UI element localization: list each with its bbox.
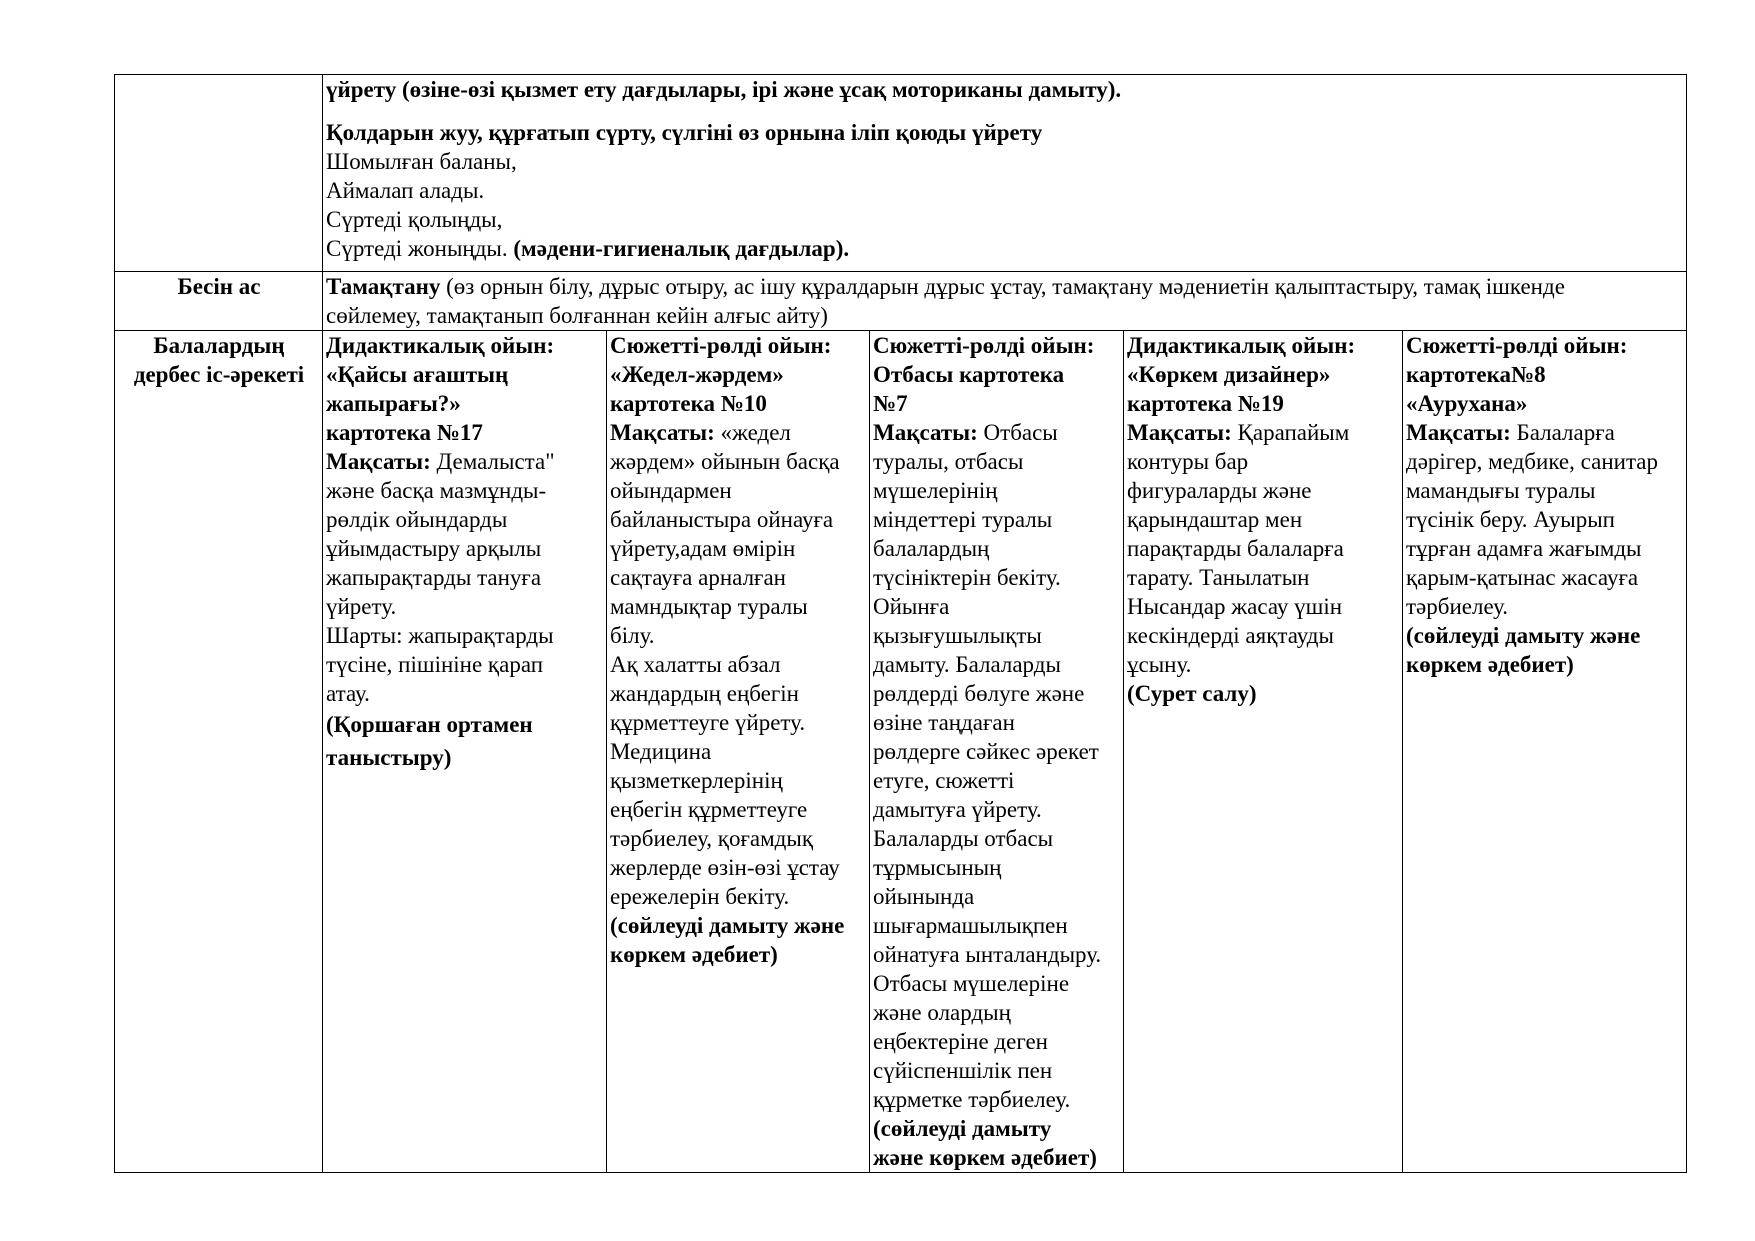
aim-text: ойынында	[873, 884, 975, 909]
row-label-cell	[115, 75, 323, 272]
aim-text: фигураларды және	[1127, 478, 1312, 503]
row-label: Бесін ас	[177, 274, 261, 299]
activity-title: «Көркем дизайнер»	[1127, 362, 1331, 387]
aim-text: Ойынға	[873, 594, 950, 619]
poem-line: Шомылған баланы,	[326, 149, 517, 174]
activity-title: картотека№8	[1406, 362, 1546, 387]
aim-text: құрметке тәрбиелеу.	[873, 1087, 1071, 1112]
activity-title: Дидактикалық ойын:	[326, 333, 555, 358]
activity-title: картотека №10	[610, 391, 767, 416]
aim-text: туралы, отбасы	[873, 449, 1024, 474]
aim-text: тұрған адамға жағымды	[1406, 536, 1642, 561]
aim-text: дамытуға үйрету.	[873, 797, 1042, 822]
meal-heading: Тамақтану	[326, 274, 441, 299]
aim-text: дәрігер, медбике, санитар	[1406, 449, 1658, 474]
area-label: және көркем әдебиет)	[873, 1145, 1097, 1170]
self-care-cell	[323, 75, 1687, 272]
aim-text: қарым-қатынас жасауға	[1406, 565, 1639, 590]
area-label: (сөйлеуді дамыту және	[610, 913, 845, 938]
aim-text: үйрету,адам өмірін	[610, 536, 796, 561]
aim-line	[326, 447, 604, 476]
aim-text: Ақ халатты абзал	[610, 652, 781, 677]
skill-area-label: (мәдени-гигиеналық дағдылар).	[513, 236, 850, 261]
aim-text: Демалыста"	[430, 449, 555, 474]
aim-text: түсінік беру. Ауырып	[1406, 507, 1615, 532]
activity-title: Сюжетті-рөлді ойын:	[1406, 333, 1628, 358]
area-label: көркем әдебиет)	[1406, 652, 1574, 677]
aim-text: ұсыну.	[1127, 652, 1192, 677]
table-row	[115, 75, 1687, 272]
row-label-cell	[115, 272, 323, 331]
aim-text: ережелерін бекіту.	[610, 884, 790, 909]
aim-text: қызығушылықты	[873, 623, 1042, 648]
aim-text: ойнатуға ынталандыру.	[873, 942, 1102, 967]
aim-text: сақтауға арналған	[610, 565, 786, 590]
meal-line	[326, 272, 1684, 301]
aim-text: Медицина	[610, 739, 712, 764]
aim-text: өзіне таңдаған	[873, 710, 1015, 735]
activity-cell	[1403, 331, 1687, 1173]
aim-text: Балаларға	[1510, 420, 1615, 445]
activity-title: Отбасы картотека	[873, 362, 1065, 387]
poem-last-line	[326, 234, 1684, 263]
activity-title: «Қайсы ағаштың	[326, 362, 509, 387]
activity-title: жапырағы?»	[326, 391, 461, 416]
aim-line	[873, 418, 1121, 447]
activity-cell	[870, 331, 1124, 1173]
activity-cell	[1124, 331, 1403, 1173]
aim-text: атау.	[326, 681, 370, 706]
aim-text: мамндықтар туралы	[610, 594, 808, 619]
handwash-heading: Қолдарын жуу, құрғатып сүрту, сүлгіні өз орнына іліп қоюды үйрету	[326, 120, 1043, 145]
aim-text: рөлдерді бөлуге және	[873, 681, 1085, 706]
aim-text: жерлерде өзін-өзі ұстау	[610, 855, 840, 880]
aim-text: жандардың еңбегін	[610, 681, 799, 706]
aim-text: «жедел	[714, 420, 791, 445]
meal-text: (өз орнын білу, дұрыс отыру, ас ішу құралдарын дұрыс ұстау, тамақтану мәдениетін қалыптастыру, тамақ ішкенде	[440, 274, 1565, 299]
aim-text: контуры бар	[1127, 449, 1249, 474]
aim-label: Мақсаты:	[1406, 420, 1511, 445]
aim-text: Отбасы мүшелеріне	[873, 971, 1070, 996]
activity-cell	[323, 331, 607, 1173]
activity-title: Сюжетті-рөлді ойын:	[610, 333, 832, 358]
poem-line: Сүртеді қолыңды,	[326, 207, 503, 232]
aim-text: тарату. Танылатын	[1127, 565, 1310, 590]
aim-label: Мақсаты:	[873, 420, 978, 445]
area-label: (сөйлеуді дамыту және	[1406, 623, 1641, 648]
aim-text: жапырақтарды тануға	[326, 565, 542, 590]
area-label: (сөйлеуді дамыту	[873, 1116, 1052, 1141]
aim-text: Нысандар жасау үшін	[1127, 594, 1343, 619]
aim-text: балалардың	[873, 536, 990, 561]
aim-label: Мақсаты:	[1127, 420, 1232, 445]
aim-text: еңбектеріне деген	[873, 1029, 1048, 1054]
aim-text: қызметкерлерінің	[610, 768, 783, 793]
aim-text: және олардың	[873, 1000, 1011, 1025]
aim-text: міндеттері туралы	[873, 507, 1053, 532]
activity-title: картотека №17	[326, 420, 483, 445]
aim-text: кескіндерді аяқтауды	[1127, 623, 1334, 648]
aim-text: ұйымдастыру арқылы	[326, 536, 542, 561]
aim-line	[610, 418, 867, 447]
aim-text: және басқа мазмұнды-	[326, 478, 547, 503]
aim-text: дамыту. Балаларды	[873, 652, 1061, 677]
aim-text: тұрмысының	[873, 855, 1002, 880]
aim-text: Балаларды отбасы	[873, 826, 1054, 851]
schedule-table	[114, 74, 1687, 1173]
aim-text: еңбегін құрметтеуге	[610, 797, 808, 822]
activity-title: Дидактикалық ойын:	[1127, 333, 1356, 358]
aim-text: парақтарды балаларға	[1127, 536, 1344, 561]
aim-text: рөлдік ойындарды	[326, 507, 508, 532]
area-label: көркем әдебиет)	[610, 942, 778, 967]
meal-text: сөйлемеу, тамақтанып болғаннан кейін алғыс айту)	[326, 303, 828, 328]
activity-title: «Аурухана»	[1406, 391, 1528, 416]
aim-text: тәрбиелеу.	[1406, 594, 1509, 619]
table-row	[115, 272, 1687, 331]
aim-line	[1127, 418, 1400, 447]
poem-line-text: Сүртеді жоныңды.	[326, 236, 514, 261]
activity-title: Сюжетті-рөлді ойын:	[873, 333, 1095, 358]
aim-line	[1406, 418, 1684, 447]
activity-title: №7	[873, 391, 908, 416]
area-label: (Сурет салу)	[1127, 681, 1257, 706]
activity-cell	[607, 331, 870, 1173]
row-label: Балалардың	[153, 333, 285, 358]
aim-text: мүшелерінің	[873, 478, 998, 503]
aim-text: тәрбиелеу, қоғамдық	[610, 826, 813, 851]
poem-line: Аймалап алады.	[326, 178, 485, 203]
aim-text: білу.	[610, 623, 655, 648]
aim-text: шығармашылықпен	[873, 913, 1068, 938]
aim-text: рөлдерге сәйкес әрекет	[873, 739, 1099, 764]
aim-text: түсіне, пішініне қарап	[326, 652, 544, 677]
aim-label: Мақсаты:	[610, 420, 715, 445]
meal-cell	[323, 272, 1687, 331]
row-label-cell	[115, 331, 323, 1173]
aim-text: етуге, сюжетті	[873, 768, 1015, 793]
aim-text: қарындаштар мен	[1127, 507, 1303, 532]
aim-text: жәрдем» ойынын басқа	[610, 449, 840, 474]
aim-text: үйрету.	[326, 594, 397, 619]
aim-text: Шарты: жапырақтарды	[326, 623, 554, 648]
area-label: таныстыру)	[326, 745, 452, 770]
row-label: дербес іс-әрекеті	[133, 362, 305, 387]
area-label: (Қоршаған ортамен	[326, 712, 533, 737]
self-care-heading: үйрету (өзіне-өзі қызмет ету дағдылары, ірі және ұсақ моториканы дамыту).	[326, 77, 1122, 102]
aim-text: сүйіспеншілік пен	[873, 1058, 1053, 1083]
aim-text: құрметтеуге үйрету.	[610, 710, 806, 735]
aim-text: мамандығы туралы	[1406, 478, 1596, 503]
aim-text: түсініктерін бекіту.	[873, 565, 1061, 590]
table-row	[115, 331, 1687, 1173]
activity-title: «Жедел-жәрдем»	[610, 362, 784, 387]
aim-text: Отбасы	[977, 420, 1058, 445]
aim-text: байланыстыра ойнауға	[610, 507, 834, 532]
aim-text: Қарапайым	[1231, 420, 1350, 445]
aim-text: ойындармен	[610, 478, 732, 503]
activity-title: картотека №19	[1127, 391, 1284, 416]
aim-label: Мақсаты:	[326, 449, 431, 474]
